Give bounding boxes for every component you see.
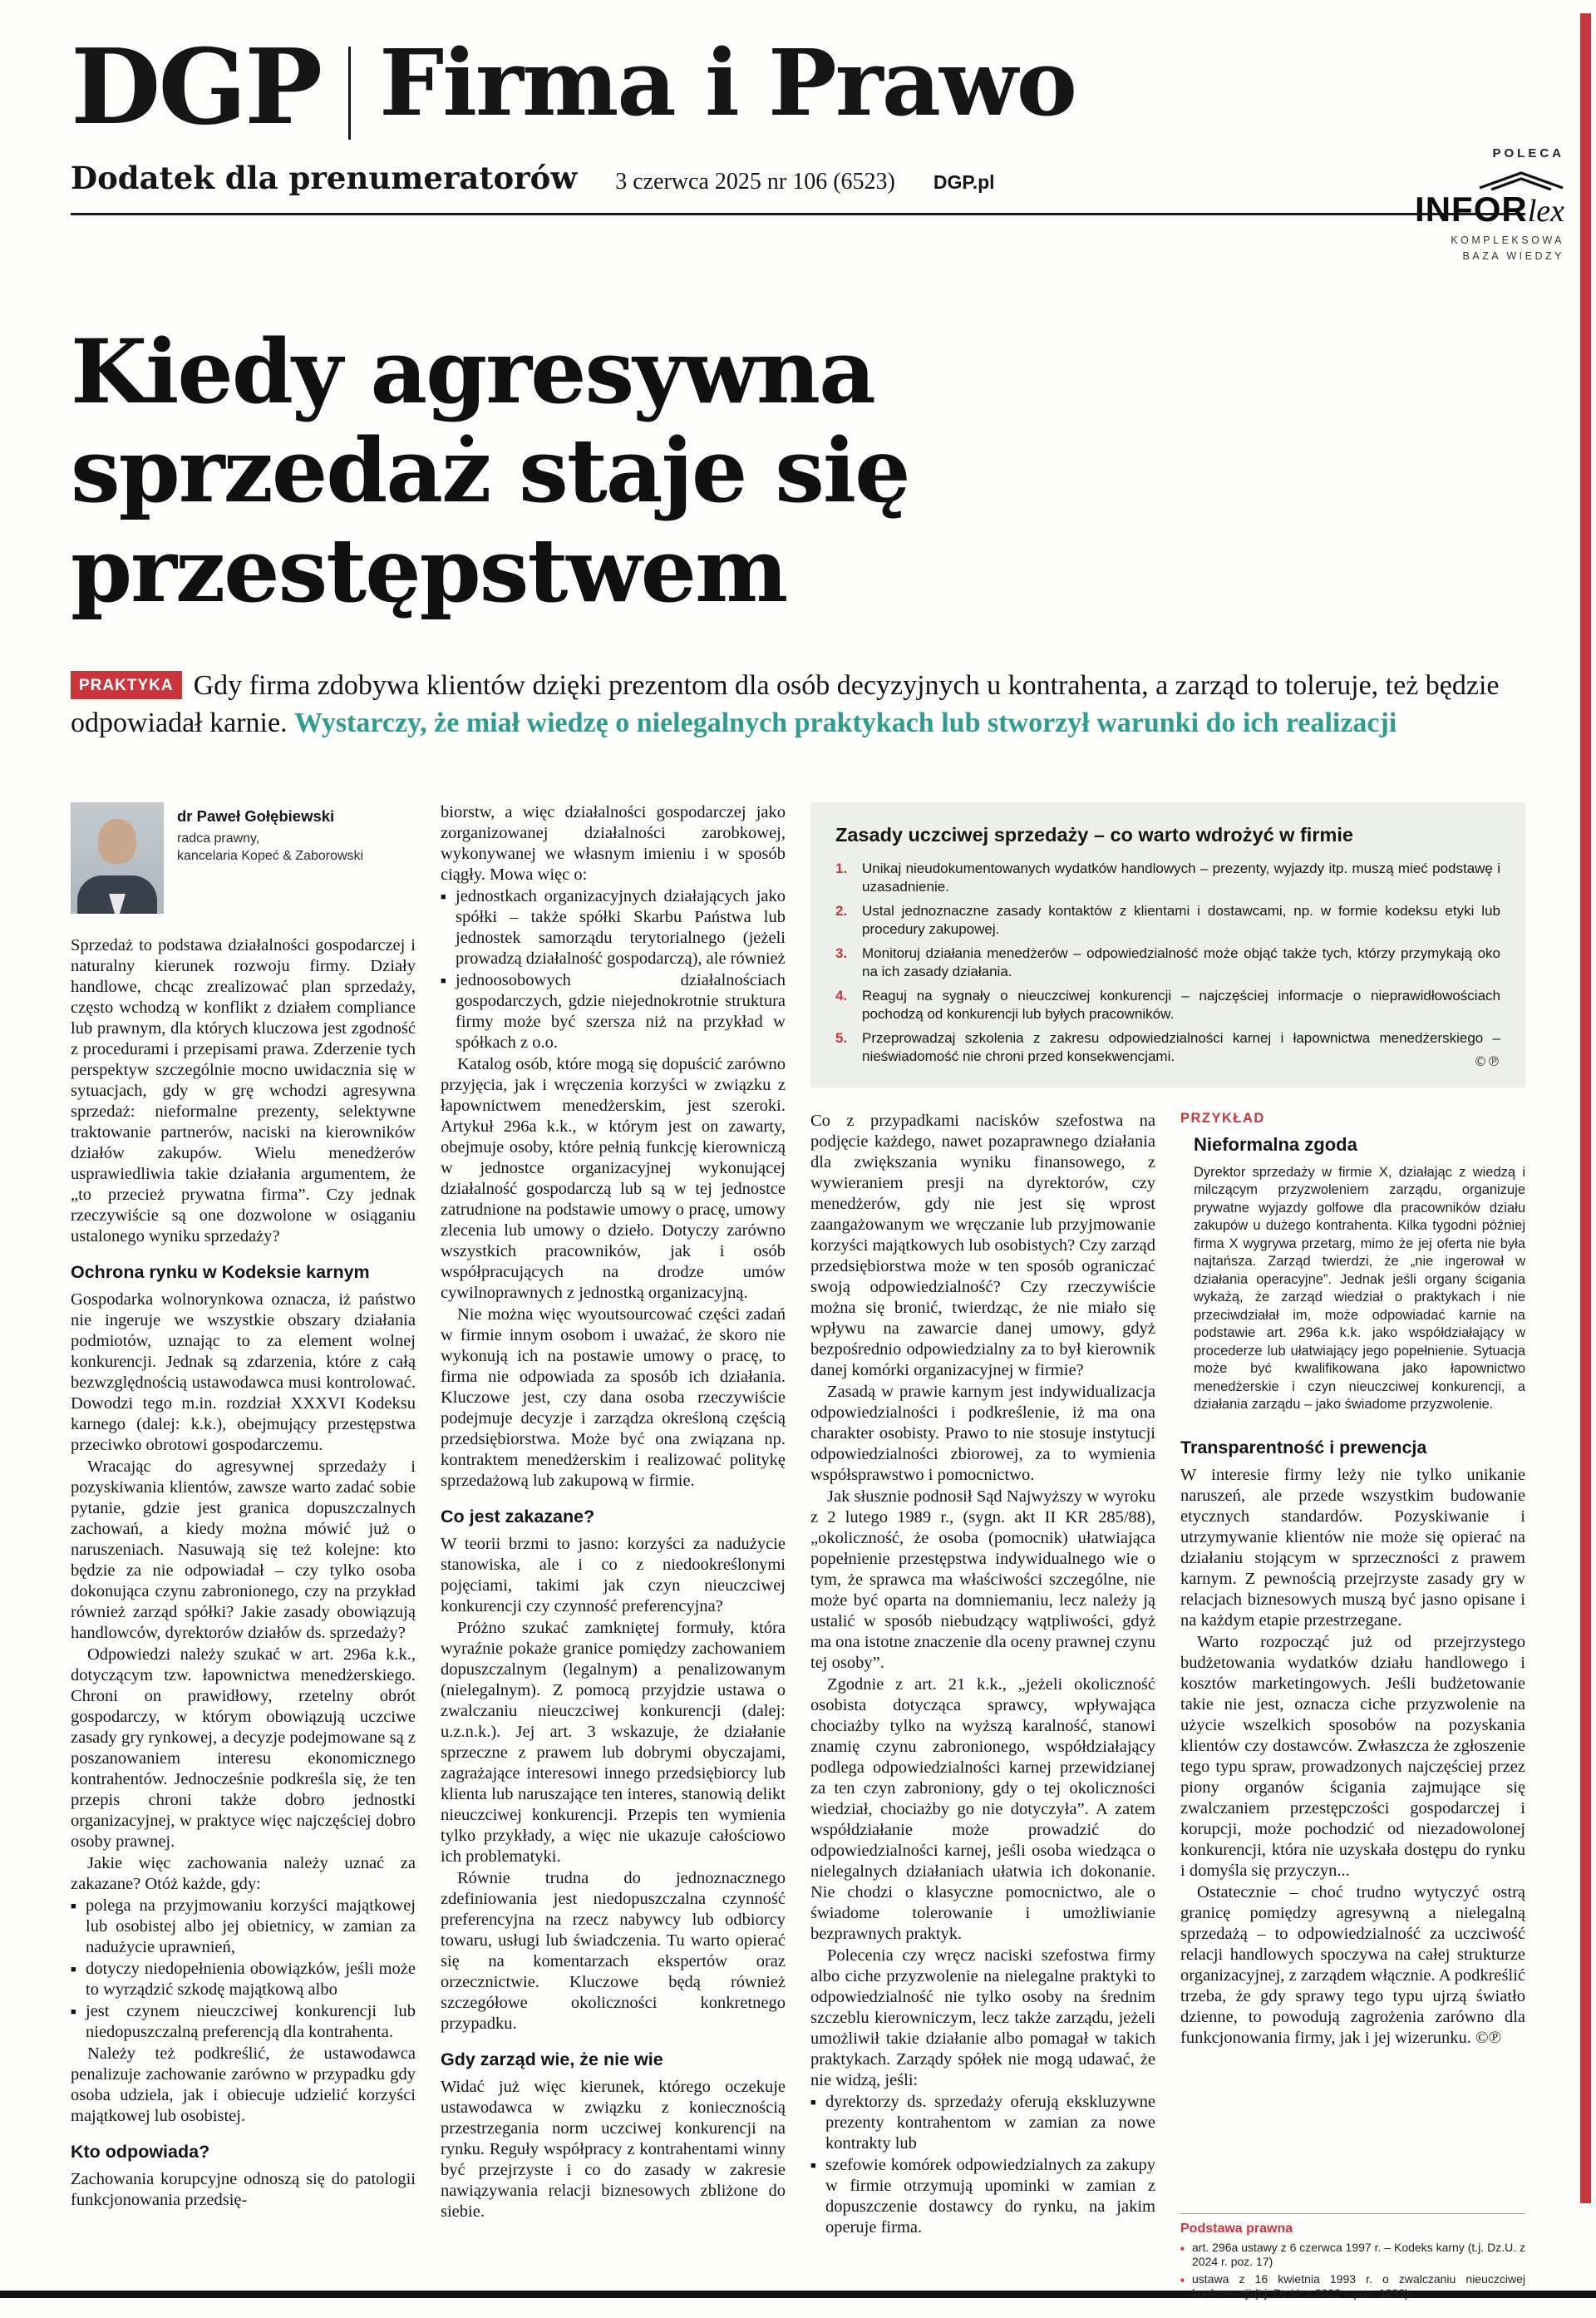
column-4 — [1180, 1111, 1525, 2304]
article-paragraph: Katalog osób, które mogą się dopuścić zarówno przyjęcia, jak i wręczenia korzyści w związku z łapownictwem menedżerskim, jest szeroki. Artykuł 296a k.k., w którym jest on zawarty, obejmuje osoby, które pełnią funkcję kierowniczą w jednostce organizacyjnej wykonującej działalność gospodarczą lub są w tej jednostce zatrudnione na podstawie umowy o pracę, umowy zlecenia lub umowy o dzieło. Dotyczy zarówno wszystkich pracowników, jak i osób współpracujących na drodze umów cywilnoprawnych z jednostką organizacyjną. — [441, 1054, 786, 1302]
example-content — [1180, 1134, 1525, 1414]
supplement-title: Firma i Prawo — [379, 29, 1076, 136]
rules-item-number: 2. — [835, 902, 848, 919]
example-body: Dyrektor sprzedaży w firmie X, działając z wiedzą i milczącym przyzwoleniem zarządu, organizuje prywatne wyjazdy golfowe dla pracowników działu zakupów u dużego kontrahenta. Kilka tygodni później firma X wygrywa przetarg, mimo że jej oferta nie była najtańsza. Zarząd twierdzi, że „nie ingerował w działania operacyjne”. Jednak jeśli organy ścigania wykażą, że zarząd wiedział o praktykach i nie przeciwdziałał im, może odpowiadać karnie na podstawie art. 296a k.k. jako współdziałający w procederze lub ułatwiający jego popełnienie. Sytuacja może być kwalifikowana jako łapownictwo menedżerskie i czyn nieuczciwej konkurencji, a działania zarządu – jako świadome przyzwolenie. — [1194, 1164, 1525, 1413]
website-label: DGP.pl — [933, 170, 995, 193]
rules-item-number: 4. — [835, 987, 848, 1004]
bullet-item: ■ jednoosobowych działalnościach gospodarczych, gdzie niejednokrotnie struktura firmy może być szersza niż na przykład w spółkach z o.o. — [441, 970, 786, 1053]
rules-item-number: 3. — [835, 944, 848, 961]
example-label: PRZYKŁAD — [1180, 1110, 1265, 1126]
article-paragraph: W teorii brzmi to jasno: korzyści za nadużycie stanowiska, ale i co z niedookreślonymi pojęciami, takimi jak czyn nieuczciwej konkurencji czy czynność preferencyjna? — [441, 1534, 786, 1615]
crosshead-ochrona-rynku: Ochrona rynku w Kodeksie karnym — [71, 1261, 370, 1282]
masthead — [71, 27, 1564, 262]
masthead-row — [71, 27, 1525, 148]
infor-lex-suffix: lex — [1527, 194, 1564, 229]
issue-info: 3 czerwca 2025 nr 106 (6523) — [615, 168, 895, 195]
column-1 — [71, 802, 416, 2304]
edition-note: Dodatek dla prenumeratorów — [71, 159, 578, 196]
rules-box-item — [835, 987, 1500, 1023]
crosshead-gdy-zarzad-wie: Gdy zarząd wie, że nie wie — [441, 2049, 663, 2069]
legal-basis-box — [1180, 2213, 1525, 2304]
rules-box-item — [835, 944, 1500, 981]
bullet-item: ■ jest czynem nieuczciwej konkurencji lub niedopuszczalną preferencją dla kontrahenta. — [71, 2001, 416, 2043]
article-paragraph: biorstw, a więc działalności gospodarczej jako zorganizowanej działalności zarobkowej, wykonywanej we własnym imieniu i w sposób ciągły. Mowa więc o: — [441, 802, 786, 884]
column-2 — [441, 802, 786, 2304]
rules-box-title: Zasady uczciwej sprzedaży – co warto wdrożyć w firmie — [835, 823, 1353, 846]
inforlex-tagline-line1: KOMPLEKSOWA — [1451, 234, 1564, 246]
infor-name: INFOR — [1415, 190, 1528, 229]
fair-sale-rules-box — [810, 802, 1525, 1087]
bullet-item: ■ jednostkach organizacyjnych działających jako spółki – także spółki Skarbu Państwa lub jednostek samorządu terytorialnego (jeżeli prowadzą działalność gospodarczą), ale również — [441, 886, 786, 969]
author-photo-head — [98, 819, 136, 864]
article-columns — [71, 802, 1525, 2304]
author-credit — [71, 802, 416, 914]
inforlex-tagline-line2: BAZA WIEDZY — [1462, 249, 1564, 262]
brand-logo: DGP — [71, 27, 321, 148]
article-paragraph: Ostatecznie – choć trudno wytyczyć ostrą granicę pomiędzy agresywną a nielegalną sprzedażą – to odpowiedzialność za uczciwość relacji handlowych spoczywa na całej strukturze organizacyjnej, z zarządem włącznie. A podkreślić trzeba, że gdy sprawy tego typu ujrzą światło dzienne, to powodują zagrożenia zarówno dla funkcjonowania firmy, jak i jej wizerunku. ©℗ — [1180, 1882, 1525, 2047]
rules-item-text: Monitoruj działania menedżerów – odpowiedzialność może objąć także tych, którzy przymykają oko na ich zasady działania. — [862, 944, 1500, 979]
article-lead — [71, 667, 1525, 742]
column-3 — [810, 1111, 1155, 2304]
bullet-item: ■ dyrektorzy ds. sprzedaży oferują ekskluzywne prezenty kontrahentom w zamian za nowe kontrakty lub — [810, 2092, 1155, 2154]
rules-item-number: 1. — [835, 860, 848, 876]
article-paragraph: Gospodarka wolnorynkowa oznacza, iż państwo nie ingeruje we wszystkie obszary działania podmiotów, uznając to za element wolnej konkurencji. Jednak są zdarzenia, które z całą bezwzględnością ustawodawca musi kontrolować. Dowodzi tego m.in. rozdział XXXVI Kodeksu karnego (dalej: k.k.), obejmujący przestępstwa przeciwko obrotowi gospodarczemu. — [71, 1290, 416, 1454]
rules-item-text: Ustal jednoznaczne zasady kontaktów z klientami i dostawcami, np. w formie kodeksu etyki lub procedury zakupowej. — [862, 902, 1500, 937]
kicker-label: PRAKTYKA — [71, 671, 182, 699]
lead-text: Gdy firma zdobywa klientów dzięki prezentom dla osób decyzyjnych u kontrahenta, a zarząd to toleruje, też będzie odpowiadał karnie. — [71, 669, 1500, 739]
lower-two-columns — [810, 1111, 1525, 2304]
author-firm: kancelaria Kopeć & Zaborowski — [177, 849, 364, 864]
bullet-item: ■ polega na przyjmowaniu korzyści majątkowej lub osobistej albo jej obietnicy, w zamian za nadużycie uprawnień, — [71, 1896, 416, 1958]
example-title: Nieformalna zgoda — [1194, 1133, 1357, 1155]
inforlex-tagline — [1373, 233, 1564, 264]
article-paragraph: Co z przypadkami nacisków szefostwa na podjęcie każdego, nawet pozaprawnego działania dla zwiększania wyniku finansowego, z wywieraniem presji na dyrektorów, czy menedżerów, gdy nie jest się wprost zaangażowanym we wręczanie lub przyjmowanie korzyści majątkowych lub osobistych? Czy zarząd przedsiębiorstwa może w ten sposób ograniczać swoją odpowiedzialność? Czy rzeczywiście można się bronić, twierdząc, że nie miało się wpływu na zawarcie danej umowy, gdyż bezpośrednio odpowiedzialny za to był kierownik danej komórki organizacyjnej w firmie? — [810, 1111, 1155, 1379]
article-paragraph: Jakie więc zachowania należy uznać za zakazane? Otóż każde, gdy: — [71, 1853, 416, 1893]
article-paragraph: Zachowania korupcyjne odnoszą się do patologii funkcjonowania przedsię- — [71, 2169, 416, 2209]
author-photo — [71, 802, 164, 914]
copyright-mark: ©℗ — [1474, 1053, 1500, 1069]
crosshead-transparentnosc: Transparentność i prewencja — [1180, 1437, 1427, 1457]
rules-item-number: 5. — [835, 1029, 848, 1046]
author-role: radca prawny, — [177, 831, 260, 846]
article-paragraph: Próżno szukać zamkniętej formuły, która wyraźnie pokaże granice pomiędzy zachowaniem dopuszczalnym (legalnym) a penalizowanym (nielegalnym). Z pomocą przyjdzie ustawa o zwalczaniu nieuczciwej konkurencji (dalej: u.z.n.k.). Jej art. 3 wskazuje, że działanie sprzeczne z prawem lub dobrymi obyczajami, zagrażające interesowi innego przedsiębiorcy lub klienta lub naruszające ten interes, stanowią delikt nieuczciwej konkurencji. Przepis ten wymienia tylko przykłady, a więc nie ukazuje całościowo ich problematyki. — [441, 1618, 786, 1866]
rules-item-text: Unikaj nieudokumentowanych wydatków handlowych – prezenty, wyjazdy itp. muszą mieć podstawę i uzasadnienie. — [862, 860, 1500, 895]
article-paragraph: Zasadą w prawie karnym jest indywidualizacja odpowiedzialności i podkreślenie, iż ma ona charakter osobisty. Prawo to nie stosuje instytucji odpowiedzialności zbiorowej, za to wymienia współsprawstwo i pomocnictwo. — [810, 1382, 1155, 1484]
rules-item-text: Przeprowadzaj szkolenia z zakresu odpowiedzialności karnej i łapownictwa menedżerskiego – nieświadomość nie chroni przed konsekwencjami. — [862, 1029, 1500, 1064]
masthead-divider — [348, 47, 351, 140]
inforlex-wings-icon — [1478, 169, 1564, 190]
example-box — [1180, 1111, 1525, 1414]
article-paragraph: W interesie firmy leży nie tylko unikanie naruszeń, ale przede wszystkim budowanie etycznych standardów. Pozyskiwanie i utrzymywanie klientów nie może się opierać na działaniu stojącym w sprzeczności z prawem karnym. Z pewnością przejrzyste zasady gry w relacjach biznesowych muszą być jasno opisane i na każdym etapie przestrzegane. — [1180, 1465, 1525, 1630]
legal-basis-item: ■ ustawa z 16 kwietnia 1993 r. o zwalczaniu nieuczciwej konkurencji (t.j. Dz.U. z 2022 r. poz. 1233) — [1180, 2272, 1525, 2301]
rules-box-item — [835, 1029, 1500, 1066]
article-paragraph: Odpowiedzi należy szukać w art. 296a k.k., dotyczącym tzw. łapownictwa menedżerskiego. Chroni on prawidłowy, rzetelny obrót gospodarczy, w którym obowiązują uczciwe zasady gry rynkowej, a decyzje podejmowane są z poszanowaniem interesu ekonomicznego kontrahentów. Jednocześnie podkreśla się, że ten przepis chroni także dobro jednostki organizacyjnej, w praktyce więc najczęściej dobro osoby prawnej. — [71, 1645, 416, 1851]
article-paragraph: Wracając do agresywnej sprzedaży i pozyskiwania klientów, zawsze warto zadać sobie pytanie, gdzie jest granica dopuszczalnych zachowań, a kiedy można mówić już o naruszeniach. Nasuwają się też kolejne: kto będzie za nie odpowiadał – czy tylko osoba dokonująca czynu zabronionego, czy na przykład również zarząd spółki? Jakie zasady obowiązują handlowców, dyrektorów działów ds. sprzedaży? — [71, 1457, 416, 1642]
article-paragraph: Równie trudna do jednoznacznego zdefiniowania jest niedopuszczalna czynność preferencyjna na rzecz nabywcy lub odbiorcy towaru, usługi lub świadczenia. Tu warto opierać się na komentarzach ekspertów oraz orzecznictwie. Kluczowe będą również szczegółowe okoliczności konkretnego przypadku. — [441, 1868, 786, 2033]
rules-box-item — [835, 902, 1500, 939]
article-paragraph: Jak słusznie podnosił Sąd Najwyższy w wyroku z 2 lutego 1989 r., (sygn. akt II KR 285/88), „okoliczność, że osoba (pomocnik) ułatwiająca popełnienie przestępstwa indywidualnego wie o tym, że sprawca ma właściwości szczególne, nie może być oparta na domniemaniu, lecz należy ją ustalić w sposób niebudzący wątpliwości, gdyż ma ona istotne znaczenie dla oceny prawnej czynu tej osoby”. — [810, 1487, 1155, 1672]
bullet-item: ■ szefowie komórek odpowiedzialnych za zakupy w firmie otrzymują upominki w zamian z dopuszczenie dostawcy do rynku, na jakim operuje firma. — [810, 2155, 1155, 2238]
article-paragraph: Sprzedaż to podstawa działalności gospodarczej i naturalny kierunek rozwoju firmy. Działy handlowe, chcąc zrealizować plan sprzedaży, często wchodzą w konflikt z działem compliance lub prawnym, dla których kluczowa jest zgodność z procedurami i przepisami prawa. Zderzenie tych perspektyw szczególnie mocno uwidacznia się w sytuacjach, gdy w grę wchodzi agresywna sprzedaż: nieformalne prezenty, selektywne traktowanie partnerów, naciski na kierowników działów zakupów. Wielu menedżerów usprawiedliwia takie działania argumentem, że „to przecież prywatna firma”. Czy jednak rzeczywiście są one dozwolone w osiąganiu ustalonego wyniku sprzedaży? — [71, 935, 416, 1245]
bullet-item: ■ dotyczy niedopełnienia obowiązków, jeśli może to wyrządzić szkodę majątkową albo — [71, 1959, 416, 2000]
author-meta — [177, 802, 363, 914]
header-rule — [71, 213, 1525, 215]
article-paragraph: Zgodnie z art. 21 k.k., „jeżeli okoliczność osobista dotycząca sprawcy, wpływająca chociażby tylko na wyższą karalność, stanowi znamię czynu zabronionego, współdziałający podlega odpowiedzialności karnej przewidzianej za ten czyn zabroniony, gdy o tej okoliczności wiedział, chociażby go nie dotyczyła”. A zatem współdziałanie może prowadzić do odpowiedzialności karnej, jeśli osoba wiedząca o nielegalnych działaniach ułatwia ich dokonanie. Nie chodzi o klasyczne pomocnictwo, ale o świadome tolerowanie i umożliwianie bezprawnych praktyk. — [810, 1674, 1155, 1943]
author-name: dr Paweł Gołębiewski — [177, 806, 335, 825]
article-paragraph: Warto rozpocząć już od przejrzystego budżetowania wydatków działu handlowego i kosztów marketingowych. Jeśli budżetowanie takie nie jest, oznacza ciche przyzwolenie na użycie wszelkich sposobów na pozyskania klientów czy dostawców. Zwłaszcza że zgłoszenie tego typu spraw, prowadzonych najczęściej przez piony organów ścigania zajmujące się zwalczaniem przestępczości gospodarczej i korupcji, może pochodzić od niezadowolonej konkurencji, która nie uzyskała dostępu do rynku i domyśla się przyczyn... — [1180, 1632, 1525, 1880]
rules-box-item — [835, 860, 1500, 896]
inforlex-wordmark — [1373, 192, 1564, 227]
article-paragraph: Należy też podkreślić, że ustawodawca penalizuje zachowanie zarówno w przypadku gdy osoba udziela, jak i obiecuje udzielić korzyści majątkowej lub osobistej. — [71, 2044, 416, 2125]
crosshead-kto-odpowiada: Kto odpowiada? — [71, 2141, 210, 2162]
legal-basis-item: ■ art. 296a ustawy z 6 czerwca 1997 r. – Kodeks karny (t.j. Dz.U. z 2024 r. poz. 17) — [1180, 2241, 1525, 2270]
legal-basis-heading: Podstawa prawna — [1180, 2221, 1293, 2236]
lead-highlight: Wystarczy, że miał wiedzę o nielegalnych praktykach lub stworzył warunki do ich realizacji — [294, 708, 1397, 739]
right-column-group — [810, 802, 1525, 2304]
article-paragraph: Polecenia czy wręcz naciski szefostwa firmy albo ciche przyzwolenie na nielegalne praktyki to odpowiedzialność nie tylko osoby na średnim szczeblu kierowniczym, lecz także zarządu, jeżeli umożliwił takie działanie albo pomagał w takich praktykach. Zarządy spółek nie mogą udawać, że nie widzą, jeśli: — [810, 1946, 1155, 2089]
article-paragraph: Nie można więc wyoutsourcować części zadań w firmie innym osobom i uważać, że skoro nie wykonują ich na postawie umowy o pracę, to firma nie odpowiada za sposób ich działania. Kluczowe jest, czy dana osoba rzeczywiście podejmuje decyzje i zarządza określoną częścią przedsiębiorstwa. Może być ona związana np. kontraktem menedżerskim i realizować politykę sprzedażową lub zakupową w firmie. — [441, 1304, 786, 1490]
crosshead-co-jest-zakazane: Co jest zakazane? — [441, 1506, 595, 1526]
inforlex-block — [1373, 146, 1564, 264]
rules-item-text: Reaguj na sygnały o nieuczciwej konkurencji – najczęściej informacje o nieprawidłowościach pochodzą od konkurencji lub byłych pracowników. — [862, 987, 1500, 1022]
article-paragraph: Widać już więc kierunek, którego oczekuje ustawodawca w związku z koniecznością przestrzegania norm uczciwej konkurencji na rynku. Reguły współpracy z kontrahentami winny być przejrzyste i co do zasady w zakresie nawiązywania relacji biznesowych zbliżone do siebie. — [441, 2077, 786, 2221]
page-edge-marker — [1580, 13, 1591, 2203]
article-headline: Kiedy agresywna sprzedaż staje się przestępstwem — [71, 318, 909, 623]
poleca-label: POLECA — [1492, 146, 1564, 160]
masthead-subrow — [71, 160, 1525, 196]
